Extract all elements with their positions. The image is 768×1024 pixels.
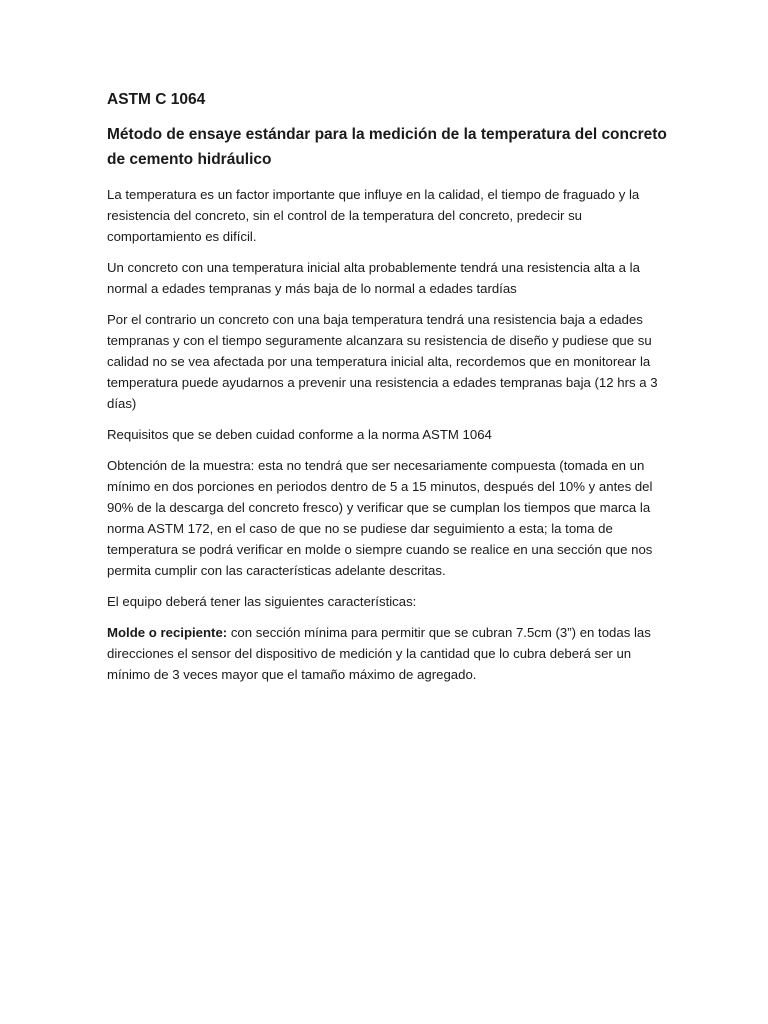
paragraph-equipment: El equipo deberá tener las siguientes características:: [107, 594, 417, 609]
paragraph-low-temperature: Por el contrario un concreto con una baja temperatura tendrá una resistencia baja a edades tempranas y con el tiempo seguramente alcanzara su resistencia de diseño y pudiese que su calidad no se vea afectada por una temperatura inicial alta, recordemos que en monitorear la temperatura puede ayudarnos a prevenir una resistencia a edades tempranas baja (12 hrs a 3 días): [107, 312, 658, 411]
document-code: ASTM C 1064: [107, 91, 206, 108]
document-title: Método de ensaye estándar para la medición de la temperatura del concreto de cemento hidráulico: [107, 126, 667, 168]
paragraph-sample: Obtención de la muestra: esta no tendrá que ser necesariamente compuesta (tomada en un mínimo en dos porciones en periodos dentro de 5 a 15 minutos, después del 10% y antes del 90% de la descarga del concreto fresco) y verificar que se cumplan los tiempos que marca la norma ASTM 172, en el caso de que no se pudiese dar seguimiento a esta; la toma de temperatura se podrá verificar en molde o siempre cuando se realice en una sección que nos permita cumplir con las características adelante descritas.: [107, 458, 653, 578]
mold-label: Molde o recipiente:: [107, 625, 228, 640]
paragraph-intro: La temperatura es un factor importante que influye en la calidad, el tiempo de fraguado y la resistencia del concreto, sin el control de la temperatura del concreto, predecir su comportamiento es difícil.: [107, 187, 640, 244]
paragraph-high-temperature: Un concreto con una temperatura inicial alta probablemente tendrá una resistencia alta a la normal a edades tempranas y más baja de lo normal a edades tardías: [107, 260, 640, 296]
mold-text: con sección mínima para permitir que se cubran 7.5cm (3”) en todas las direcciones el sensor del dispositivo de medición y la cantidad que lo cubra deberá ser un mínimo de 3 veces mayor que el tamaño máximo de agregado.: [107, 625, 651, 682]
paragraph-mold: [107, 622, 668, 685]
paragraph-requirements: Requisitos que se deben cuidad conforme a la norma ASTM 1064: [107, 427, 492, 442]
